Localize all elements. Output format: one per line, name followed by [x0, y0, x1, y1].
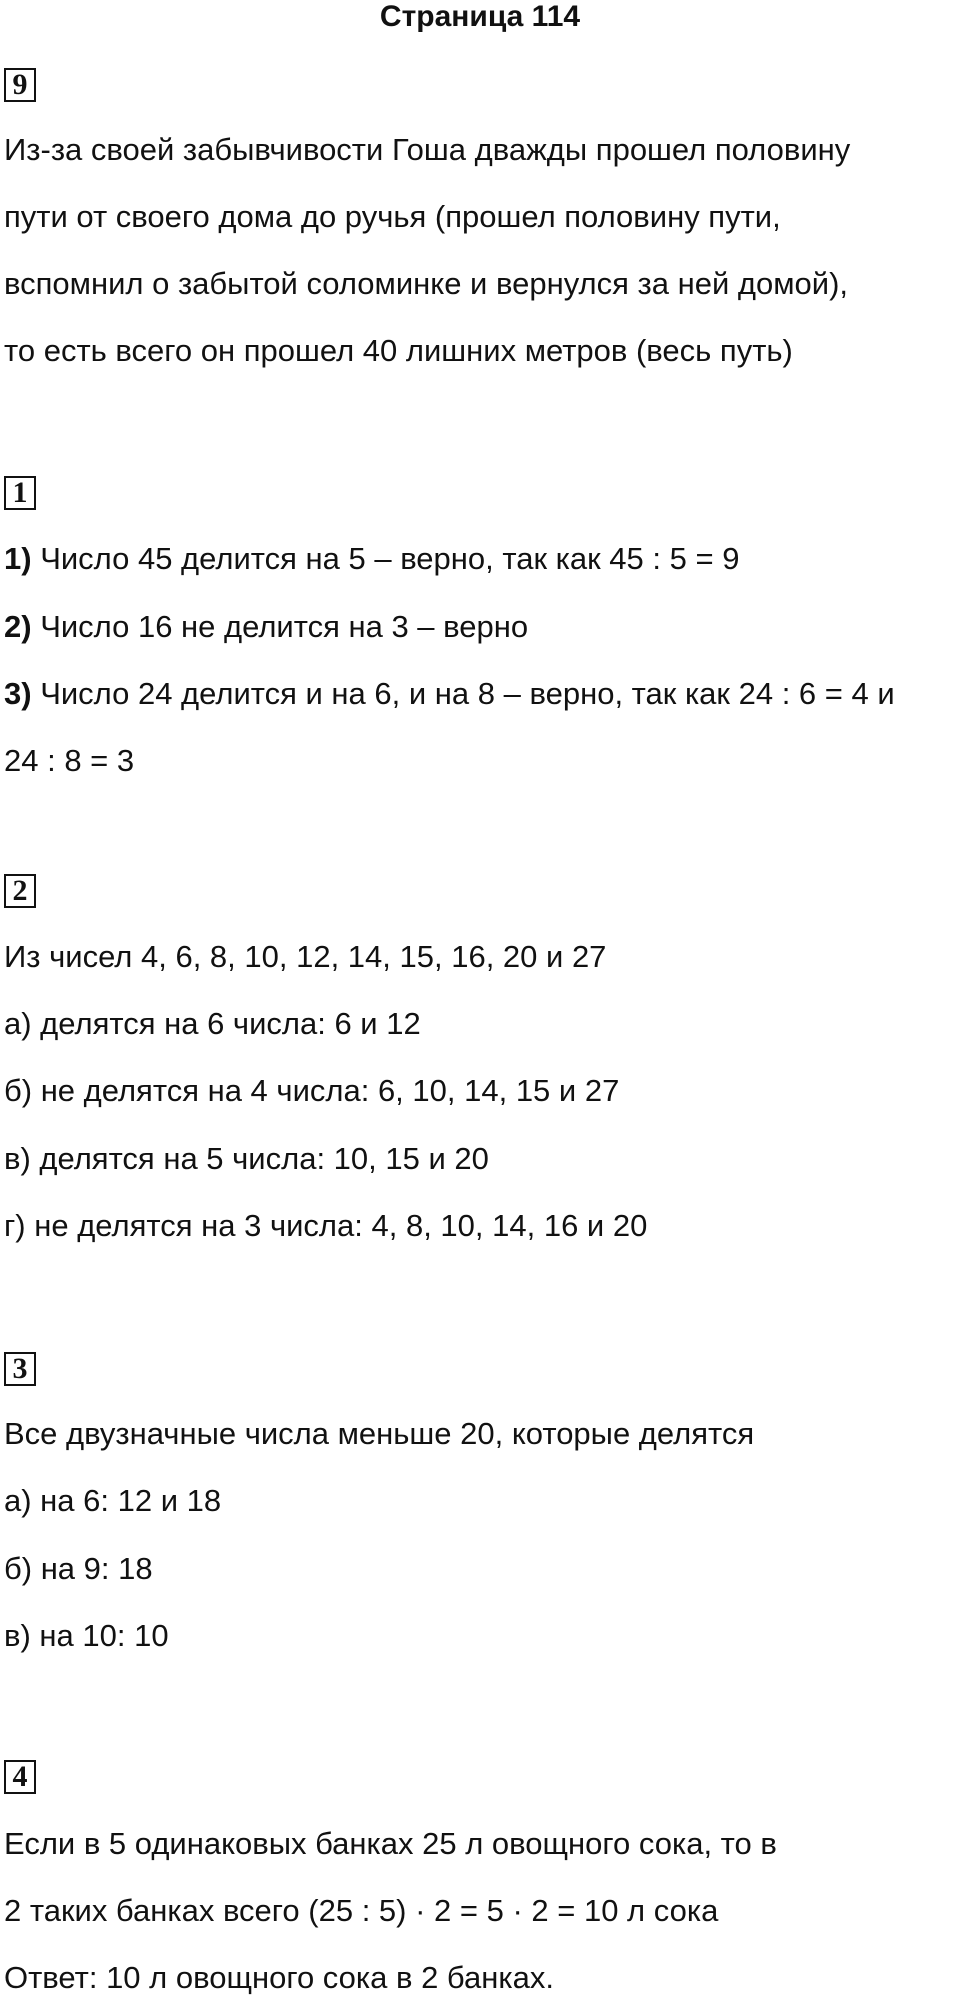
- item-text: Число 16 не делится на 3 – верно: [31, 609, 529, 644]
- task-3-line: а) на 6: 12 и 18: [4, 1483, 222, 1518]
- item-marker: 1): [4, 541, 32, 576]
- task-1-item: [4, 609, 528, 645]
- task-9-line: пути от своего дома до ручья (прошел половину пути,: [4, 199, 781, 234]
- task-number-9: 9: [4, 68, 36, 102]
- task-9-line: то есть всего он прошел 40 лишних метров (весь путь): [4, 333, 793, 368]
- item-text: Число 24 делится и на 6, и на 8 – верно, так как 24 : 6 = 4 и: [31, 676, 895, 711]
- task-2-line: в) делятся на 5 числа: 10, 15 и 20: [4, 1141, 489, 1176]
- item-marker: 3): [4, 676, 32, 711]
- task-number-1: 1: [4, 476, 36, 510]
- task-1-item: [4, 743, 134, 779]
- item-text: 24 : 8 = 3: [4, 743, 135, 778]
- task-number-4: 4: [4, 1760, 36, 1794]
- task-3-line: б) на 9: 18: [4, 1551, 153, 1586]
- task-number-2: 2: [4, 874, 36, 908]
- task-number-3: 3: [4, 1352, 36, 1386]
- task-2-line: а) делятся на 6 числа: 6 и 12: [4, 1006, 421, 1041]
- task-4-line: Ответ: 10 л овощного сока в 2 банках.: [4, 1960, 554, 1995]
- task-4-line: Если в 5 одинаковых банках 25 л овощного сока, то в: [4, 1826, 777, 1861]
- task-1-item: [4, 676, 895, 712]
- task-4-line: 2 таких банках всего (25 : 5) · 2 = 5 · 2 = 10 л сока: [4, 1893, 719, 1928]
- task-2-line: г) не делятся на 3 числа: 4, 8, 10, 14, 16 и 20: [4, 1208, 648, 1243]
- item-marker: 2): [4, 609, 32, 644]
- task-3-line: в) на 10: 10: [4, 1618, 169, 1653]
- task-2-line: б) не делятся на 4 числа: 6, 10, 14, 15 и 27: [4, 1073, 620, 1108]
- item-text: Число 45 делится на 5 – верно, так как 45 : 5 = 9: [31, 541, 740, 576]
- task-3-line: Все двузначные числа меньше 20, которые делятся: [4, 1416, 755, 1451]
- task-2-line: Из чисел 4, 6, 8, 10, 12, 14, 15, 16, 20 и 27: [4, 939, 607, 974]
- task-9-line: вспомнил о забытой соломинке и вернулся за ней домой),: [4, 266, 849, 301]
- task-1-item: [4, 541, 739, 577]
- task-9-line: Из-за своей забывчивости Гоша дважды прошел половину: [4, 132, 851, 167]
- page-title: Страница 114: [379, 0, 581, 33]
